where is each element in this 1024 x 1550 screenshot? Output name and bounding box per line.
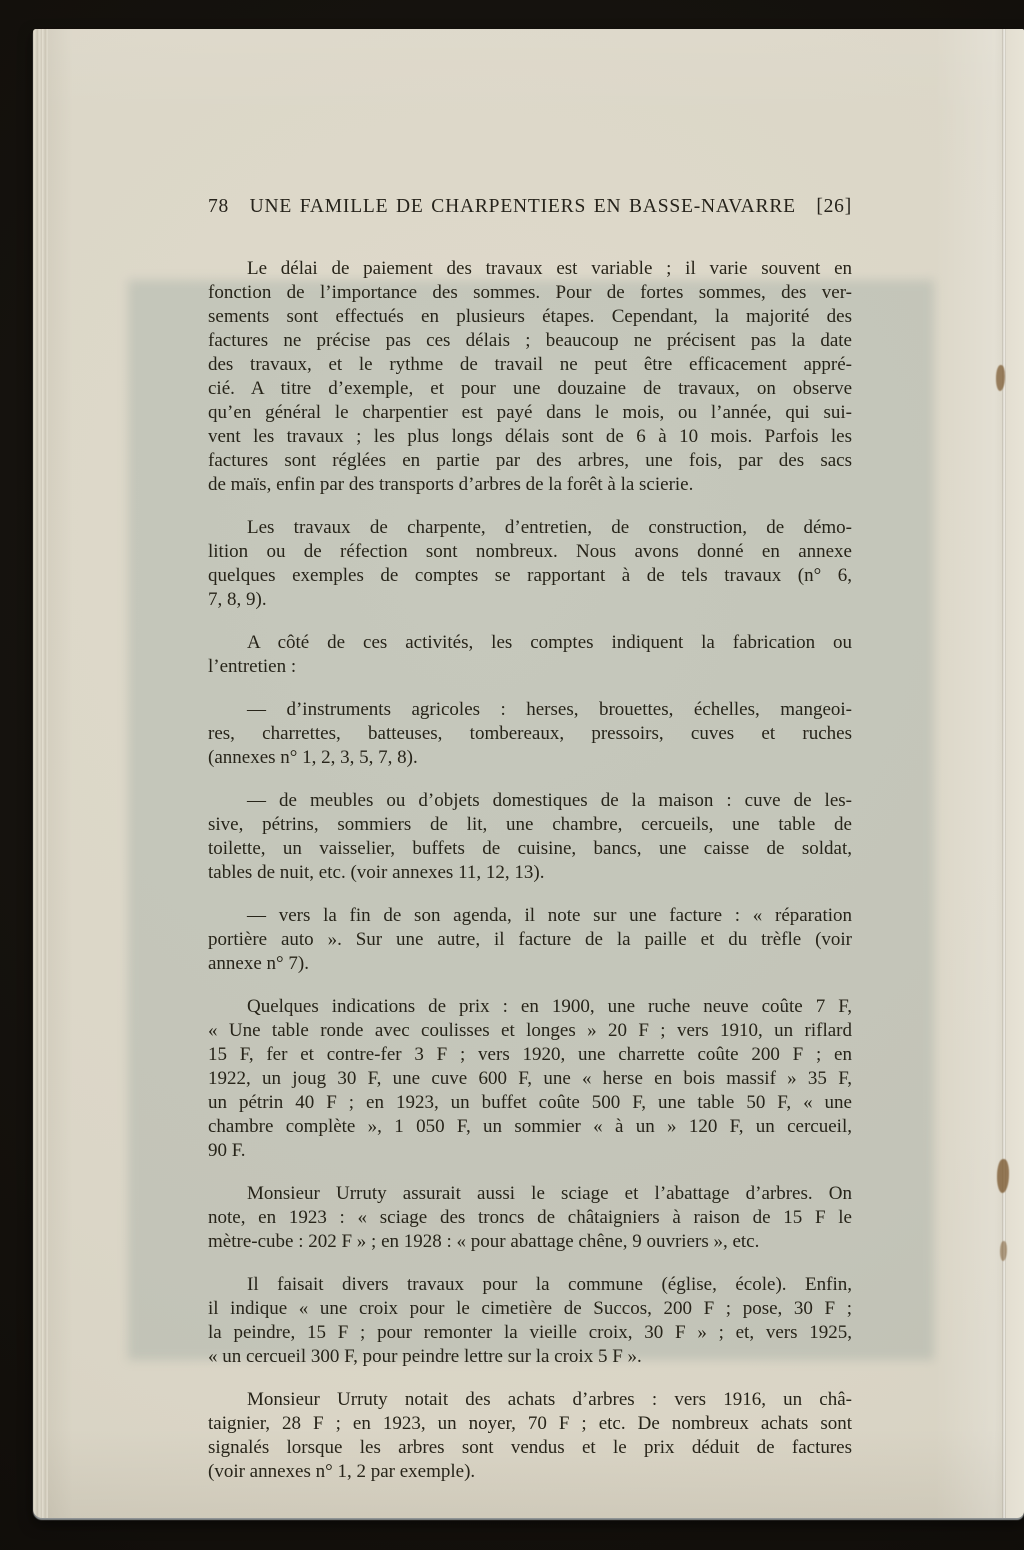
text-line: lition ou de réfection sont nombreux. Nous avons donné en annexe [208,541,852,562]
text-line: res, charrettes, batteuses, tombereaux, pressoirs, cuves et ruches [208,723,852,744]
page-gutter [1006,29,1024,1518]
text-line: (annexes n° 1, 2, 3, 5, 7, 8). [208,747,418,768]
section-reference: [26] [816,196,852,217]
text-line: vent les travaux ; les plus longs délais sont de 6 à 10 mois. Parfois les [208,426,852,447]
text-line: taignier, 28 F ; en 1923, un noyer, 70 F ; etc. De nombreux achats sont [208,1413,852,1434]
text-line: l’entretien : [208,656,297,677]
running-header [208,196,852,218]
text-line: factures sont réglées en partie par des arbres, une fois, par des sacs [208,450,852,471]
text-line: Monsieur Urruty notait des achats d’arbres : vers 1916, un châ- [247,1389,852,1410]
text-line: Il faisait divers travaux pour la commune (église, école). Enfin, [247,1274,852,1295]
text-line: Le délai de paiement des travaux est variable ; il varie souvent en [247,258,852,279]
text-line: sements sont effectués en plusieurs étapes. Cependant, la majorité des [208,306,852,327]
text-line: fonction de l’importance des sommes. Pour de fortes sommes, des ver- [208,282,852,303]
text-line: — d’instruments agricoles : herses, brouettes, échelles, mangeoi- [247,699,852,720]
text-line: mètre-cube : 202 F » ; en 1928 : « pour abattage chêne, 9 ouvriers », etc. [208,1231,760,1252]
text-line: « Une table ronde avec coulisses et longes » 20 F ; vers 1910, un riflard [208,1020,852,1041]
text-line: A côté de ces activités, les comptes indiquent la fabrication ou [247,632,852,653]
text-line: note, en 1923 : « sciage des troncs de châtaigniers à raison de 15 F le [208,1207,852,1228]
page-edge-stack [33,29,48,1518]
text-line: portière auto ». Sur une autre, il facture de la paille et du trèfle (voir [208,929,852,950]
text-line: 1922, un joug 30 F, une cuve 600 F, une « herse en bois massif » 35 F, [208,1068,852,1089]
text-line: sive, pétrins, sommiers de lit, une chambre, cercueils, une table de [208,814,852,835]
text-line: signalés lorsque les arbres sont vendus et le prix déduit de factures [208,1437,852,1458]
body-text [208,257,852,1503]
text-line: (voir annexes n° 1, 2 par exemple). [208,1461,476,1482]
text-line: chambre complète », 1 050 F, un sommier « à un » 120 F, un cercueil, [208,1116,852,1137]
text-line: Quelques indications de prix : en 1900, une ruche neuve coûte 7 F, [247,996,852,1017]
book-page [33,29,1024,1518]
text-line: Les travaux de charpente, d’entretien, de construction, de démo- [247,517,852,538]
text-line: tables de nuit, etc. (voir annexes 11, 12, 13). [208,862,545,883]
text-line: annexe n° 7). [208,953,309,974]
text-line: — de meubles ou d’objets domestiques de la maison : cuve de les- [247,790,852,811]
text-line: des travaux, et le rythme de travail ne peut être efficacement appré- [208,354,852,375]
text-line: 15 F, fer et contre-fer 3 F ; vers 1920, une charrette coûte 200 F ; en [208,1044,852,1065]
text-line: cié. A titre d’exemple, et pour une douzaine de travaux, on observe [208,378,852,399]
text-line: quelques exemples de comptes se rapportant à de tels travaux (n° 6, [208,565,852,586]
text-line: — vers la fin de son agenda, il note sur une facture : « réparation [247,905,852,926]
text-line: « un cercueil 300 F, pour peindre lettre sur la croix 5 F ». [208,1346,642,1367]
text-line: la peindre, 15 F ; pour remonter la vieille croix, 30 F » ; et, vers 1925, [208,1322,852,1343]
text-line: factures ne précise pas ces délais ; beaucoup ne précisent pas la date [208,330,852,351]
text-line: toilette, un vaisselier, buffets de cuisine, bancs, une caisse de soldat, [208,838,852,859]
running-title: UNE FAMILLE DE CHARPENTIERS EN BASSE-NAVARRE [249,196,796,217]
text-line: un pétrin 40 F ; en 1923, un buffet coûte 500 F, une table 50 F, « une [208,1092,852,1113]
text-line: 90 F. [208,1140,246,1161]
text-line: qu’en général le charpentier est payé dans le mois, ou l’année, qui sui- [208,402,852,423]
text-line: de maïs, enfin par des transports d’arbres de la forêt à la scierie. [208,474,694,495]
text-line: 7, 8, 9). [208,589,267,610]
page-number: 78 [208,196,230,217]
gutter-crease [1002,29,1006,1518]
text-line: il indique « une croix pour le cimetière de Succos, 200 F ; pose, 30 F ; [208,1298,852,1319]
text-line: Monsieur Urruty assurait aussi le sciage et l’abattage d’arbres. On [247,1183,852,1204]
